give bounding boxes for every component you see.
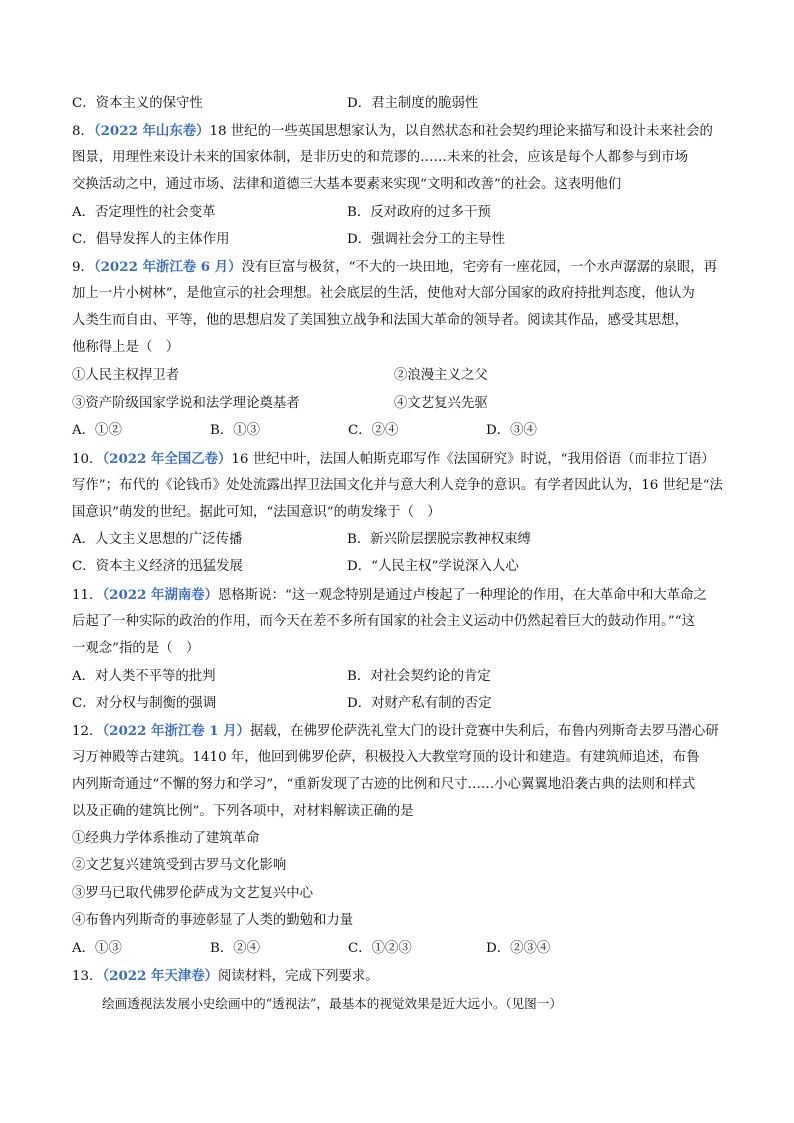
q10-number: 10．	[72, 452, 103, 467]
q12-source: （2022 年浙江卷 1 月）	[102, 723, 251, 739]
q9-item-4: ④文艺复兴先驱	[394, 396, 488, 411]
q9-text-1: 没有巨富与极贫，“不大的一块田地，宅旁有一座花园，一个水声潺潺的泉眼，再	[241, 260, 718, 275]
q8-text-1: 18 世纪的一些英国思想家认为，以自然状态和社会契约理论来描写和设计未来社会的	[209, 124, 713, 139]
q12-item-3: ③罗马已取代佛罗伦萨成为文艺复兴中心	[72, 886, 314, 901]
q12-line-2: 习万神殿等古建筑。1410 年，他回到佛罗伦萨，积极投入大教堂穹顶的设计和建造。有建筑师追述，布鲁	[72, 750, 700, 765]
q11-line-3: 一观念”指的是（ ）	[72, 641, 200, 656]
q9-option-a: A．①②	[72, 423, 122, 438]
q12-text-1: 据载，在佛罗伦萨洗礼堂大门的设计竞赛中失利后，布鲁内列斯奇去罗马潜心研	[250, 724, 719, 739]
q11-option-d: D．对财产私有制的否定	[347, 696, 492, 711]
q9-line-4: 他称得上是（ ）	[72, 340, 180, 355]
q10-option-a: A．人文主义思想的广泛传播	[72, 532, 243, 547]
q9-item-1: ①人民主权捍卫者	[72, 368, 180, 383]
q9-line-1	[72, 259, 732, 276]
q8-option-d: D．强调社会分工的主导性	[347, 232, 506, 247]
q9-number: 9．	[72, 260, 94, 275]
q10-option-d: D．“人民主权”学说深入人心	[347, 559, 519, 574]
q12-line-4: 以及正确的建筑比例”。下列各项中，对材料解读正确的是	[72, 804, 414, 819]
q11-line-1	[72, 587, 732, 604]
q13-number: 13．	[72, 969, 103, 984]
q12-item-2: ②文艺复兴建筑受到古罗马文化影响	[72, 858, 287, 873]
q11-option-a: A．对人类不平等的批判	[72, 669, 216, 684]
q12-number: 12．	[72, 724, 103, 739]
q11-line-2: 后起了一种实际的政治的作用，而今天在差不多所有国家的社会主义运动中仍然起着巨大的鼓动作用。”“这	[72, 614, 695, 629]
q12-item-4: ④布鲁内列斯奇的事迹彰显了人类的勤勉和力量	[72, 913, 354, 928]
q11-number: 11．	[72, 588, 103, 603]
q8-option-b: B．反对政府的过多干预	[347, 205, 491, 220]
q8-number: 8．	[72, 124, 94, 139]
q11-source: （2022 年湖南卷）	[102, 587, 219, 603]
q10-line-2: 写作”；布代的《论钱币》处处流露出捍卫法国文化并与意大利人竞争的意识。有学者因此认为，16 世纪是“法	[72, 478, 723, 493]
q12-item-1: ①经典力学体系推动了建筑革命	[72, 831, 260, 846]
q8-line-2: 图景，用理性来设计未来的国家体制，是非历史的和荒谬的……未来的社会，应该是每个人都参与到市场	[72, 150, 688, 165]
q12-option-d: D．②③④	[486, 941, 551, 956]
q8-option-c: C．倡导发挥人的主体作用	[72, 232, 230, 247]
q12-option-b: B．②④	[210, 941, 261, 956]
q10-text-1: 16 世纪中叶，法国人帕斯克耶写作《法国研究》时说，“我用俗语（而非拉丁语）	[231, 452, 715, 467]
q10-option-c: C．资本主义经济的迅猛发展	[72, 559, 243, 574]
q8-option-a: A．否定理性的社会变革	[72, 205, 216, 220]
q13-material-heading: 绘画透视法发展小史绘画中的“透视法”，最基本的视觉效果是近大远小。（见图一）	[102, 996, 562, 1011]
q9-option-b: B．①③	[210, 423, 261, 438]
q10-line-3: 国意识”萌发的世纪。据此可知，“法国意识”的萌发缘于（ ）	[72, 505, 441, 520]
q8-line-1	[72, 123, 732, 140]
q12-option-c: C．①②③	[348, 941, 412, 956]
q12-line-3: 内列斯奇通过“不懈的努力和学习”，“重新发现了古迹的比例和尺寸……小心翼翼地沿袭古典的法则和样式	[72, 777, 696, 792]
q7-option-d: D．君主制度的脆弱性	[347, 96, 479, 111]
q12-line-1	[72, 723, 732, 740]
q8-line-3: 交换活动之中，通过市场、法律和道德三大基本要素来实现“文明和改善”的社会。这表明他们	[72, 177, 622, 192]
q9-option-c: C．②④	[348, 423, 399, 438]
q13-source: （2022 年天津卷）	[102, 968, 219, 984]
q9-item-2: ②浪漫主义之父	[394, 368, 488, 383]
q10-line-1	[72, 451, 732, 468]
q11-text-1: 恩格斯说：“这一观念特别是通过卢梭起了一种理论的作用，在大革命中和大革命之	[218, 588, 707, 603]
q12-option-a: A．①③	[72, 941, 122, 956]
q13-line-1	[72, 968, 732, 985]
q9-option-d: D．③④	[486, 423, 537, 438]
q9-source: （2022 年浙江卷 6 月）	[93, 259, 242, 275]
q11-option-c: C．对分权与制衡的强调	[72, 696, 217, 711]
q7-option-c: C．资本主义的保守性	[72, 96, 203, 111]
q10-source: （2022 年全国乙卷）	[102, 451, 232, 467]
q9-line-2: 加上一片小树林”，是他宣示的社会理想。社会底层的生活，使他对大部分国家的政府持批判态度，他认为	[72, 286, 695, 301]
q13-text: 阅读材料，完成下列要求。	[218, 969, 379, 984]
q9-item-3: ③资产阶级国家学说和法学理论奠基者	[72, 396, 300, 411]
q9-line-3: 人类生而自由、平等，他的思想启发了美国独立战争和法国大革命的领导者。阅读其作品，感受其思想，	[72, 313, 688, 328]
q11-option-b: B．对社会契约论的肯定	[347, 669, 491, 684]
q8-source: （2022 年山东卷）	[93, 123, 210, 139]
q10-option-b: B．新兴阶层摆脱宗教神权束缚	[347, 532, 531, 547]
